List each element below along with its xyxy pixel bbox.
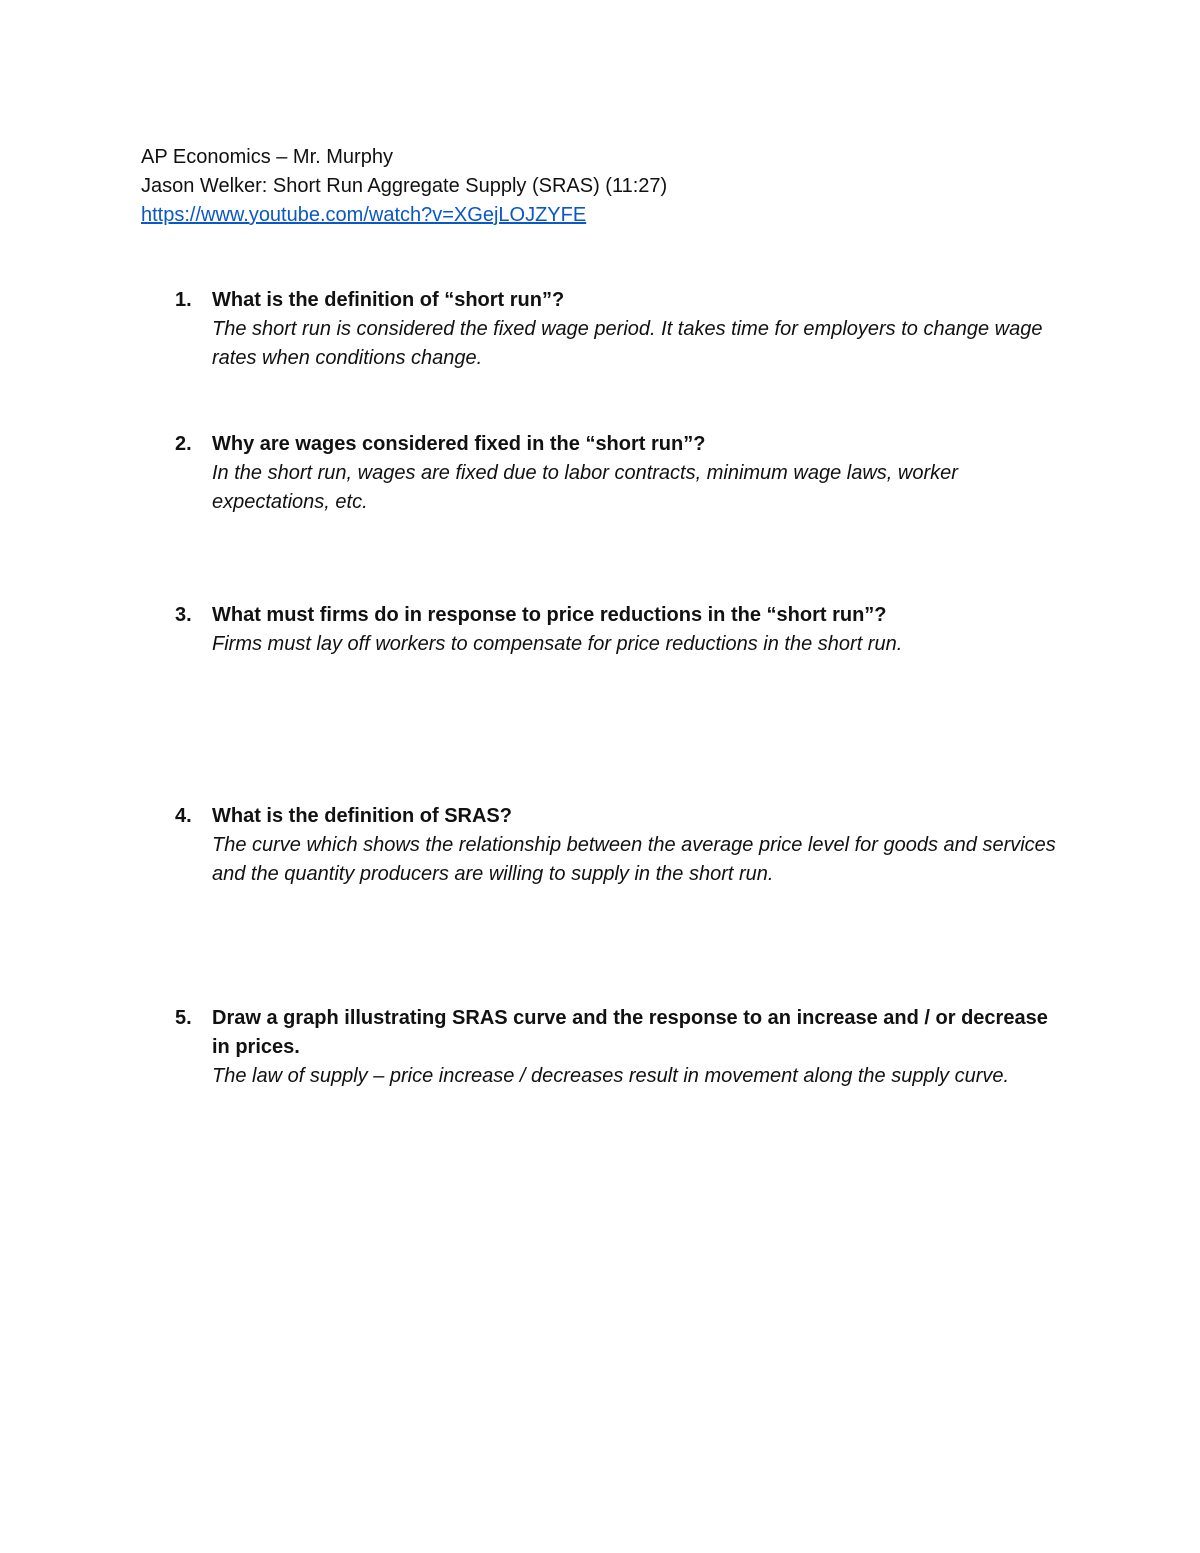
question-body (212, 601, 1062, 659)
answer-text: The law of supply – price increase / decreases result in movement along the supply curve. (212, 1065, 1010, 1087)
video-link[interactable]: https://www.youtube.com/watch?v=XGejLOJZYFE (141, 204, 587, 226)
question-body (212, 430, 1062, 517)
question-body (212, 286, 1062, 373)
video-title: Jason Welker: Short Run Aggregate Supply (SRAS) (11:27) (141, 175, 668, 197)
answer-text: The curve which shows the relationship between the average price level for goods and services and the quantity producers are willing to supply in the short run. (212, 834, 1056, 885)
question-number: 4. (175, 805, 192, 827)
answer-text: The short run is considered the fixed wage period. It takes time for employers to change wage rates when conditions change. (212, 318, 1043, 369)
answer-text: In the short run, wages are fixed due to labor contracts, minimum wage laws, worker expectations, etc. (212, 462, 958, 513)
question-text: What is the definition of “short run”? (212, 289, 565, 311)
document-header (141, 143, 1081, 230)
answer-text: Firms must lay off workers to compensate for price reductions in the short run. (212, 633, 903, 655)
question-number: 2. (175, 433, 192, 455)
question-number: 1. (175, 289, 192, 311)
course-title: AP Economics – Mr. Murphy (141, 146, 393, 168)
question-body (212, 1004, 1062, 1091)
question-text: Draw a graph illustrating SRAS curve and the response to an increase and / or decrease in prices. (212, 1007, 1048, 1058)
question-text: Why are wages considered fixed in the “short run”? (212, 433, 706, 455)
question-text: What must firms do in response to price reductions in the “short run”? (212, 604, 887, 626)
question-text: What is the definition of SRAS? (212, 805, 512, 827)
question-number: 5. (175, 1007, 192, 1029)
question-number: 3. (175, 604, 192, 626)
question-body (212, 802, 1062, 889)
